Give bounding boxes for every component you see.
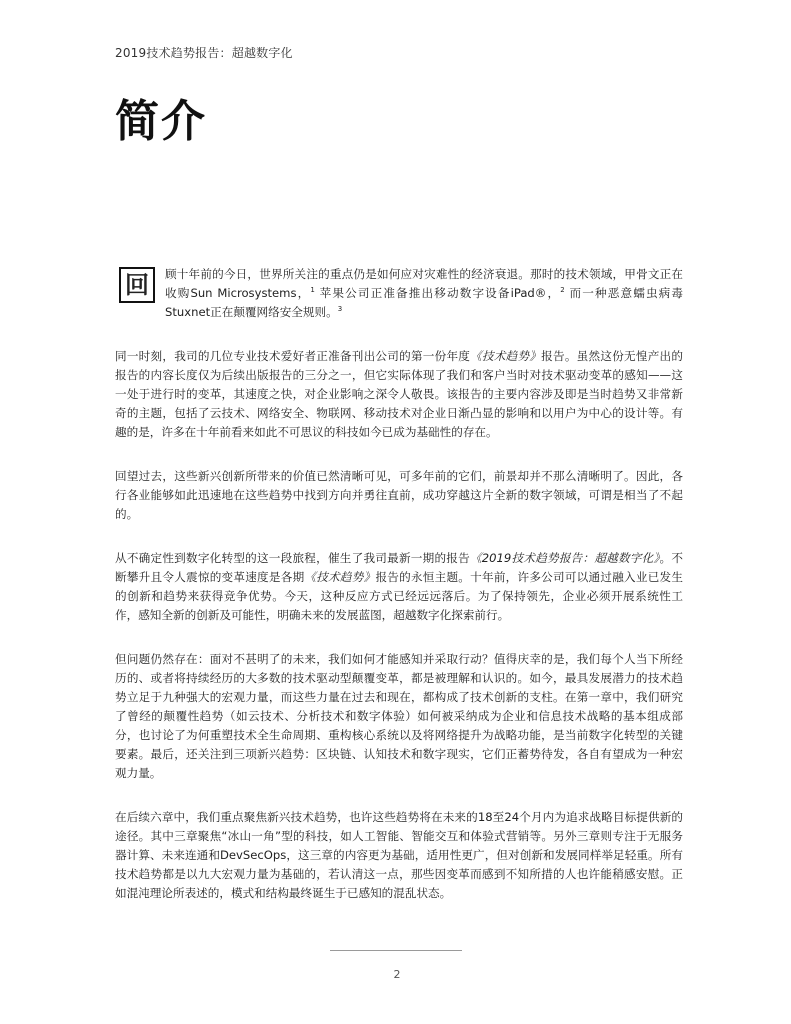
footnote-ref-1[interactable]: 1: [310, 286, 315, 295]
paragraph-2: [115, 347, 683, 442]
drop-cap: 回: [119, 267, 155, 303]
page-number: 2: [393, 968, 401, 981]
article-body: [115, 265, 683, 928]
paragraph-2-text-after: 报告。虽然这份无惶产出的报告的内容长度仅为后续出版报告的三分之一，但它实际体现了我们和客户当时对技术驱动变革的感知——这一处于进行时的变革，其速度之快，对企业影响之深令人敬畏。该报告的主要内容涉及即是当时趋势又非常新奇的主题，包括了云技术、网络安全、物联网、移动技术对企业日渐凸显的影响和以用户为中心的设计等。有趣的是，许多在十年前看来如此不可思议的科技如今已成为基础性的存在。: [115, 349, 683, 439]
report-title-ref-2019: 《2019技术趋势报告：超越数字化》: [469, 551, 660, 565]
intro-text-3: 而一种恶意蠕虫病毒Stuxnet正在颠覆网络安全规则。: [165, 286, 684, 319]
running-header: 2019技术趋势报告：超越数字化: [115, 46, 293, 60]
paragraph-4-text-after: 报告的永恒主题。十年前，许多公司可以通过融入业已发生的创新和趋势来获得竞争优势。今天，这种反应方式已经远远落后。为了保持领先，企业必须开展系统性工作，感知全新的创新及可能性，明确未来的发展蓝图，超越数字化探索前行。: [115, 570, 683, 622]
report-title-ref: 《技术趋势》: [470, 349, 542, 363]
footnote-ref-3[interactable]: 3: [337, 305, 343, 314]
intro-text-2: 苹果公司正准备推出移动数字设备iPad®，: [314, 286, 561, 300]
paragraph-6: 在后续六章中，我们重点聚焦新兴技术趋势，也许这些趋势将在未来的18至24个月内为追求战略目标提供新的途径。其中三章聚焦“冰山一角”型的科技，如人工智能、智能交互和体验式营销等。另外三章则专注于无服务器计算、未来连通和DevSecOps，这三章的内容更为基础，适用性更广，但对创新和发展同样举足轻重。所有技术趋势都是以九大宏观力量为基础的，若认清这一点，那些因变革而感到不知所措的人也许能稍感安慰。正如混沌理论所表述的，模式和结构最终诞生于已感知的混乱状态。: [115, 810, 683, 900]
intro-text-1: 顾十年前的今日，世界所关注的重点仍是如何应对灾难性的经济衰退。那时的技术领域，甲骨文正在收购Sun Microsystems，: [165, 267, 683, 300]
page-title: 简介: [115, 96, 207, 147]
footer-divider: [330, 950, 462, 951]
paragraph-5: 但问题仍然存在：面对不甚明了的未来，我们如何才能感知并采取行动？值得庆幸的是，我们每个人当下所经历的、或者将持续经历的大多数的技术驱动型颠覆变革，都是被理解和认识的。如今，最具发展潜力的技术趋势立足于九种强大的宏观力量，而这些力量在过去和现在，都构成了技术创新的支柱。在第一章中，我们研究了曾经的颠覆性趋势（如云技术、分析技术和数字体验）如何被采纳成为企业和信息技术战略的基本组成部分，也讨论了为何重塑技术全生命周期、重构核心系统以及将网络提升为战略功能，是当前数字化转型的关键要素。最后，还关注到三项新兴趋势：区块链、认知技术和数字现实，它们正蓄势待发，各自有望成为一种宏观力量。: [115, 652, 683, 780]
paragraph-2-text-before: 同一时刻，我司的几位专业技术爱好者正准备刊出公司的第一份年度: [115, 349, 471, 363]
paragraph-4: [115, 549, 683, 625]
paragraph-4-text-middle: 。不断攀升且令人震惊的变革速度是各期: [115, 551, 683, 584]
intro-paragraph: [115, 265, 683, 322]
paragraph-4-text-before: 从不确定性到数字化转型的这一段旅程，催生了我司最新一期的报告: [115, 551, 470, 565]
report-title-ref-series: 《技术趋势》: [304, 570, 376, 584]
paragraph-3: 回望过去，这些新兴创新所带来的价值已然清晰可见，可多年前的它们，前景却并不那么清晰明了。因此，各行各业能够如此迅速地在这些趋势中找到方向并勇往直前，成功穿越这片全新的数字领域，可谓是相当了不起的。: [115, 469, 683, 521]
footnote-ref-2[interactable]: 2: [560, 286, 565, 295]
